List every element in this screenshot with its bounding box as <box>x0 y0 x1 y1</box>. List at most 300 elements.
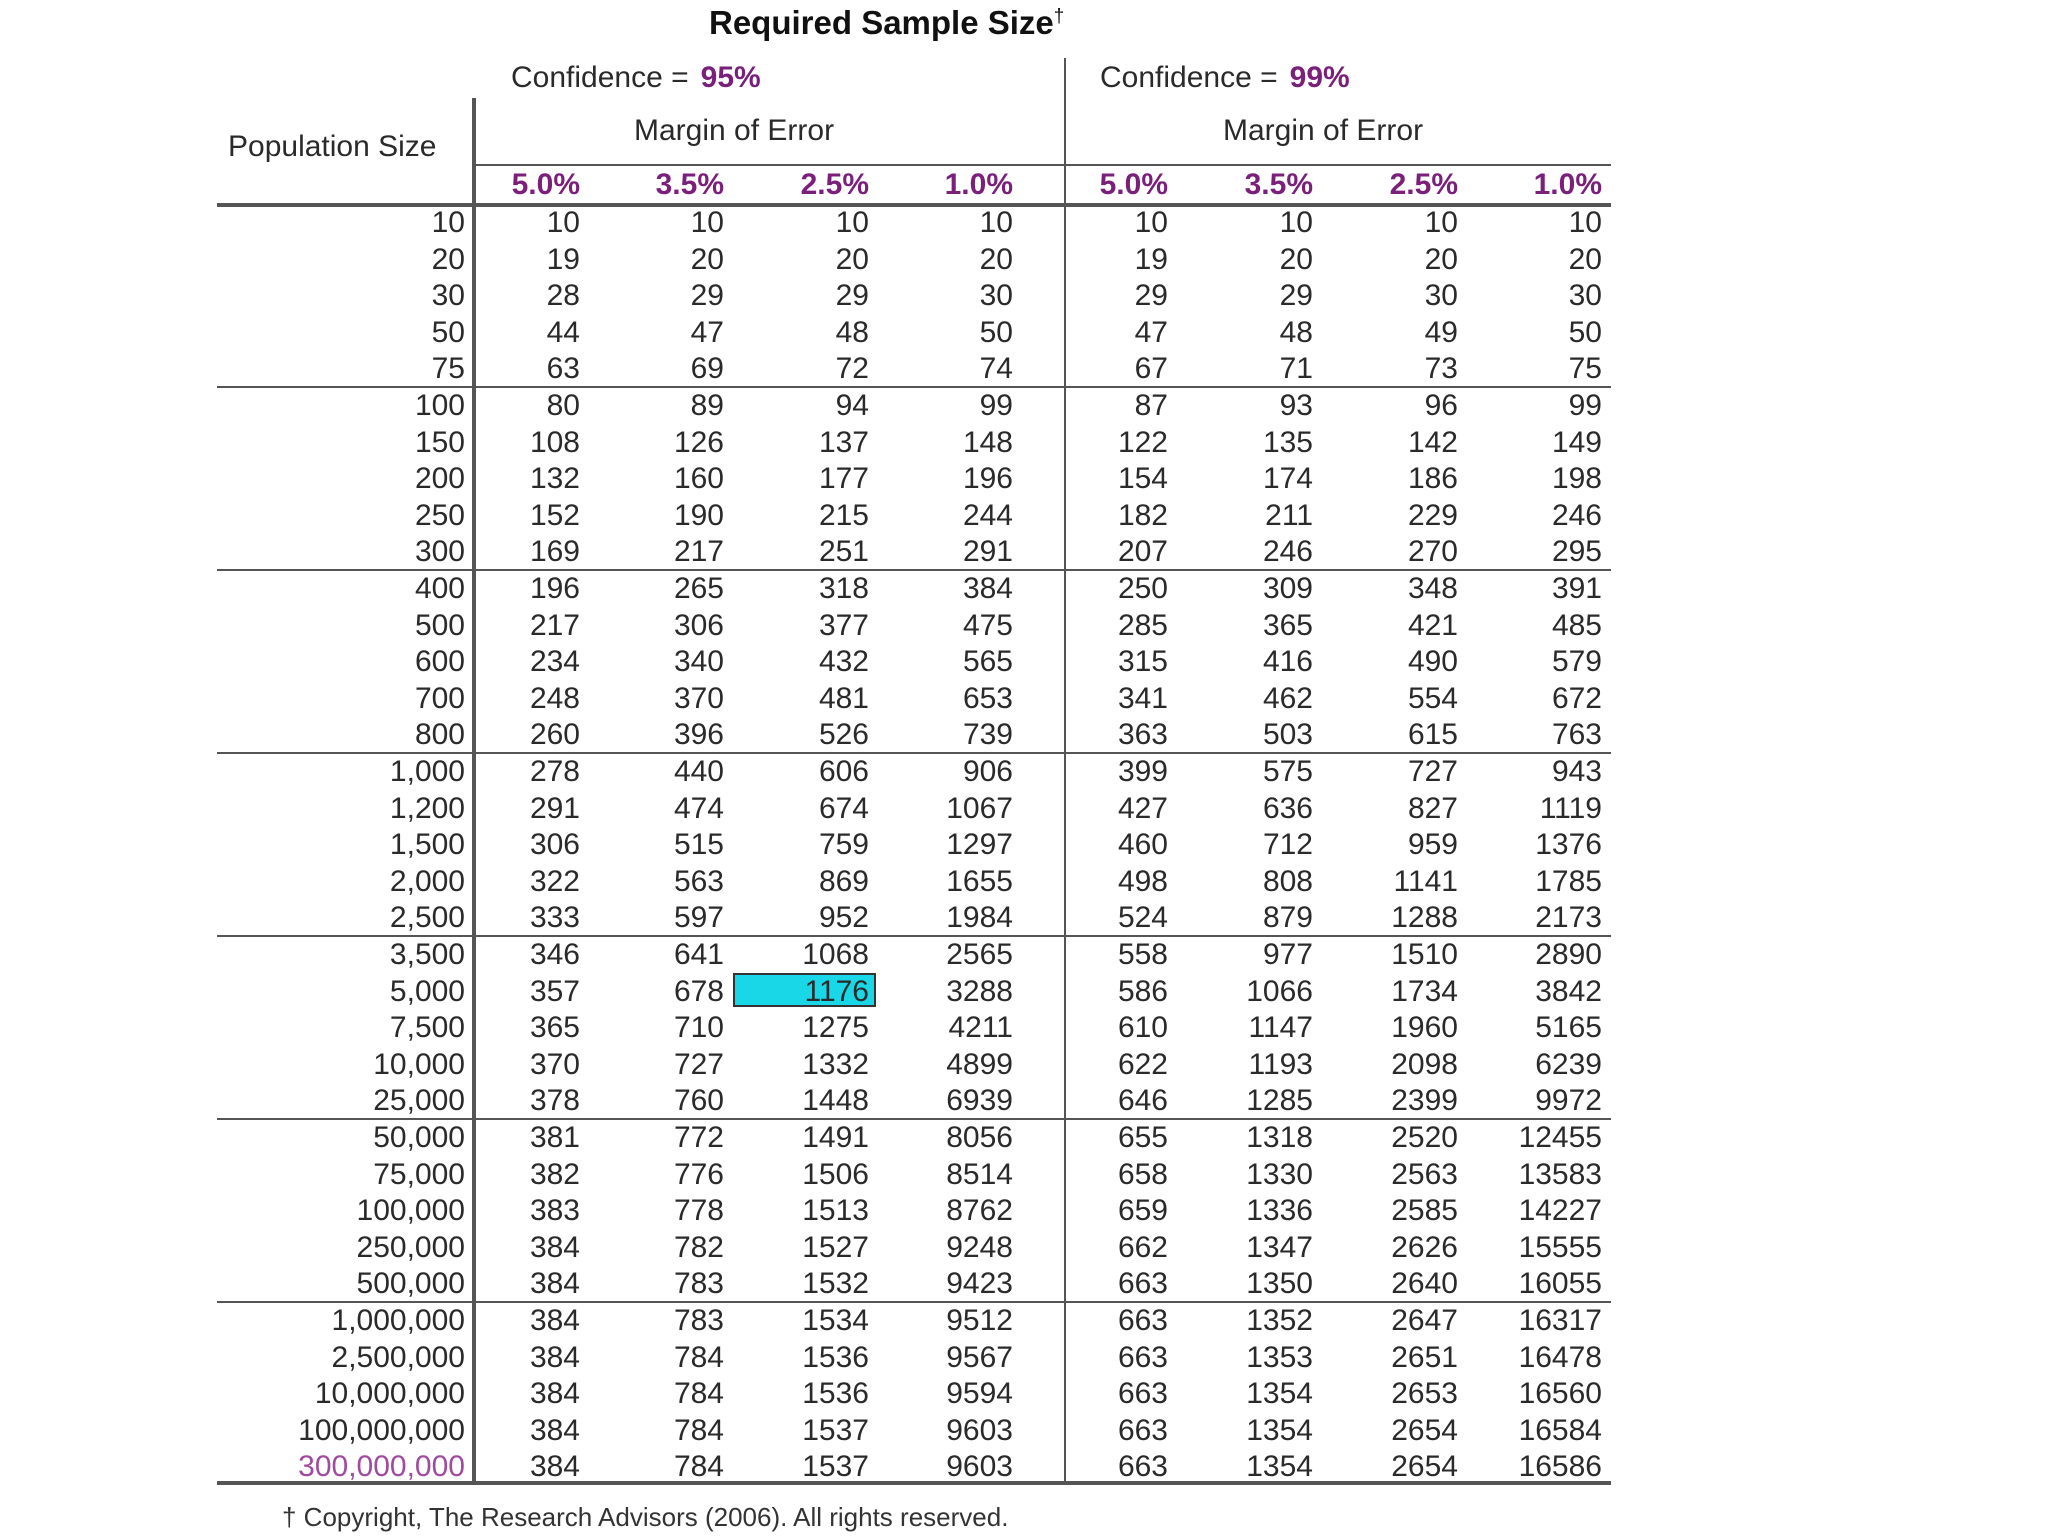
sample-size-cell: 2653 <box>1391 1377 1458 1411</box>
sample-size-cell: 285 <box>1117 608 1168 642</box>
sample-size-cell: 498 <box>1117 864 1168 898</box>
sample-size-cell: 378 <box>529 1084 580 1118</box>
sample-size-cell: 29 <box>1279 279 1313 313</box>
sample-size-cell: 381 <box>529 1121 580 1154</box>
sample-size-cell: 16478 <box>1518 1340 1602 1374</box>
sample-size-cell: 2654 <box>1391 1450 1458 1484</box>
sample-size-cell: 1354 <box>1246 1450 1313 1484</box>
sample-size-cell: 248 <box>529 681 580 715</box>
sample-size-cell: 1353 <box>1246 1340 1313 1374</box>
sample-size-cell: 29 <box>1134 279 1168 313</box>
sample-size-cell: 10 <box>690 206 724 239</box>
sample-size-cell: 579 <box>1551 645 1602 679</box>
sample-size-cell: 462 <box>1262 681 1313 715</box>
sample-size-cell: 563 <box>673 864 724 898</box>
sample-size-cell: 4899 <box>946 1047 1013 1081</box>
confidence-95-label: Confidence = 95% <box>511 61 761 94</box>
population-size-cell: 1,200 <box>389 791 465 825</box>
sample-size-cell: 154 <box>1117 462 1168 496</box>
sample-size-cell: 526 <box>818 718 869 752</box>
sample-size-cell: 558 <box>1117 938 1168 971</box>
sample-size-cell: 357 <box>529 974 580 1008</box>
sample-size-cell: 759 <box>818 828 869 862</box>
sample-size-cell: 1537 <box>802 1450 869 1484</box>
sample-size-cell: 315 <box>1117 645 1168 679</box>
sample-size-cell: 260 <box>529 718 580 752</box>
sample-size-cell: 8056 <box>946 1121 1013 1154</box>
population-size-cell: 700 <box>414 681 465 715</box>
sample-size-cell: 10 <box>1279 206 1313 239</box>
sample-size-cell: 1354 <box>1246 1377 1313 1411</box>
sample-size-cell: 783 <box>673 1267 724 1301</box>
sample-size-cell: 63 <box>546 352 580 386</box>
sample-size-cell: 662 <box>1117 1230 1168 1264</box>
sample-size-cell: 72 <box>835 352 869 386</box>
sample-size-cell: 879 <box>1262 901 1313 935</box>
sample-size-cell: 1510 <box>1391 938 1458 971</box>
sample-size-cell: 250 <box>1117 572 1168 605</box>
sample-size-cell: 6939 <box>946 1084 1013 1118</box>
sample-size-cell: 4211 <box>948 1011 1013 1045</box>
sample-size-cell: 71 <box>1279 352 1313 386</box>
sample-size-cell: 772 <box>673 1121 724 1154</box>
sample-size-cell: 2563 <box>1391 1157 1458 1191</box>
sample-size-cell: 126 <box>673 425 724 459</box>
sample-size-cell: 399 <box>1117 755 1168 788</box>
sample-size-cell: 2565 <box>946 938 1013 971</box>
sample-size-cell: 1332 <box>802 1047 869 1081</box>
sample-size-cell: 659 <box>1117 1194 1168 1228</box>
sample-size-cell: 674 <box>818 791 869 825</box>
sample-size-cell: 782 <box>673 1230 724 1264</box>
sample-size-cell: 217 <box>529 608 580 642</box>
sample-size-cell: 1147 <box>1248 1011 1313 1045</box>
sample-size-cell: 9594 <box>946 1377 1013 1411</box>
sample-size-cell: 727 <box>1407 755 1458 788</box>
sample-size-cell: 322 <box>529 864 580 898</box>
population-size-cell: 500 <box>414 608 465 642</box>
sample-size-cell: 20 <box>1279 242 1313 276</box>
sample-size-cell: 622 <box>1117 1047 1168 1081</box>
sample-size-cell: 952 <box>818 901 869 935</box>
sample-size-cell: 93 <box>1279 389 1313 422</box>
sample-size-cell: 291 <box>529 791 580 825</box>
sample-size-cell: 174 <box>1262 462 1313 496</box>
sample-size-cell: 784 <box>673 1413 724 1447</box>
population-size-cell: 800 <box>414 718 465 752</box>
sample-size-cell: 186 <box>1407 462 1458 496</box>
sample-size-cell: 49 <box>1424 315 1458 349</box>
sample-size-cell: 727 <box>673 1047 724 1081</box>
population-size-cell: 7,500 <box>389 1011 465 1045</box>
sample-size-cell: 306 <box>529 828 580 862</box>
population-size-cell: 75,000 <box>373 1157 465 1191</box>
sample-size-cell: 182 <box>1117 498 1168 532</box>
sample-size-cell: 783 <box>673 1304 724 1337</box>
sample-size-cell: 20 <box>1568 242 1602 276</box>
sample-size-cell: 8514 <box>946 1157 1013 1191</box>
sample-size-cell: 503 <box>1262 718 1313 752</box>
sample-size-cell: 1288 <box>1391 901 1458 935</box>
sample-size-cell: 524 <box>1117 901 1168 935</box>
sample-size-cell: 148 <box>962 425 1013 459</box>
sample-size-cell: 9423 <box>946 1267 1013 1301</box>
sample-size-cell: 318 <box>818 572 869 605</box>
sample-size-cell: 10 <box>979 206 1013 239</box>
sample-size-cell: 251 <box>818 535 869 569</box>
sample-size-cell: 384 <box>529 1267 580 1301</box>
sample-size-cell: 2654 <box>1391 1413 1458 1447</box>
sample-size-cell: 959 <box>1407 828 1458 862</box>
sample-size-cell: 30 <box>1424 279 1458 313</box>
sample-size-cell: 190 <box>673 498 724 532</box>
sample-size-cell: 160 <box>673 462 724 496</box>
sample-size-cell: 1354 <box>1246 1413 1313 1447</box>
sample-size-cell: 14227 <box>1518 1194 1602 1228</box>
sample-size-cell: 641 <box>673 938 724 971</box>
sample-size-cell: 1534 <box>802 1304 869 1337</box>
sample-size-cell: 108 <box>529 425 580 459</box>
sample-size-cell: 384 <box>529 1450 580 1484</box>
population-size-cell: 10,000,000 <box>314 1377 465 1411</box>
sample-size-cell: 1532 <box>802 1267 869 1301</box>
sample-size-cell: 13583 <box>1518 1157 1602 1191</box>
sample-size-cell: 427 <box>1117 791 1168 825</box>
sample-size-cell: 89 <box>690 389 724 422</box>
sample-size-cell: 363 <box>1117 718 1168 752</box>
sample-size-cell: 1347 <box>1246 1230 1313 1264</box>
sample-size-cell: 265 <box>673 572 724 605</box>
sample-size-cell: 177 <box>818 462 869 496</box>
population-size-cell: 250 <box>414 498 465 532</box>
sample-size-cell: 6239 <box>1535 1047 1602 1081</box>
sample-size-cell: 1067 <box>946 791 1013 825</box>
population-size-cell: 2,500 <box>389 901 465 935</box>
population-size-cell: 25,000 <box>373 1084 465 1118</box>
population-size-cell: 100,000 <box>356 1194 465 1228</box>
sample-size-cell: 20 <box>835 242 869 276</box>
sample-size-cell: 341 <box>1117 681 1168 715</box>
moe-column-header: 2.5% <box>800 168 869 201</box>
sample-size-cell: 1984 <box>946 901 1013 935</box>
population-size-cell: 2,500,000 <box>331 1340 465 1374</box>
sample-size-cell: 432 <box>818 645 869 679</box>
sample-size-cell: 295 <box>1551 535 1602 569</box>
sample-size-cell: 333 <box>529 901 580 935</box>
population-size-cell: 50,000 <box>373 1121 465 1154</box>
sample-size-cell: 9603 <box>946 1450 1013 1484</box>
sample-size-cell: 3288 <box>946 974 1013 1008</box>
sample-size-cell: 20 <box>1424 242 1458 276</box>
sample-size-cell: 29 <box>835 279 869 313</box>
sample-size-cell: 215 <box>818 498 869 532</box>
sample-size-cell: 48 <box>835 315 869 349</box>
sample-size-cell: 8762 <box>946 1194 1013 1228</box>
sample-size-cell: 475 <box>962 608 1013 642</box>
sample-size-cell: 370 <box>673 681 724 715</box>
sample-size-cell: 1350 <box>1246 1267 1313 1301</box>
sample-size-cell: 75 <box>1568 352 1602 386</box>
sample-size-cell: 421 <box>1407 608 1458 642</box>
sample-size-cell: 30 <box>979 279 1013 313</box>
sample-size-cell: 416 <box>1262 645 1313 679</box>
sample-size-cell: 586 <box>1117 974 1168 1008</box>
sample-size-cell: 2173 <box>1535 901 1602 935</box>
sample-size-cell: 1536 <box>802 1340 869 1374</box>
sample-size-cell: 382 <box>529 1157 580 1191</box>
sample-size-cell: 977 <box>1262 938 1313 971</box>
sample-size-cell: 10 <box>1134 206 1168 239</box>
sample-size-cell: 655 <box>1117 1121 1168 1154</box>
population-size-cell: 500,000 <box>356 1267 465 1301</box>
sample-size-cell: 196 <box>529 572 580 605</box>
sample-size-cell: 1527 <box>802 1230 869 1264</box>
sample-size-cell: 1785 <box>1535 864 1602 898</box>
sample-size-cell: 270 <box>1407 535 1458 569</box>
population-size-cell: 50 <box>431 315 465 349</box>
sample-size-cell: 365 <box>529 1011 580 1045</box>
sample-size-cell: 2626 <box>1391 1230 1458 1264</box>
population-size-cell: 300,000,000 <box>298 1450 465 1484</box>
sample-size-cell: 1176 <box>804 974 869 1008</box>
population-size-cell: 10,000 <box>373 1047 465 1081</box>
sample-size-cell: 460 <box>1117 828 1168 862</box>
sample-size-cell: 346 <box>529 938 580 971</box>
sample-size-cell: 636 <box>1262 791 1313 825</box>
sample-size-cell: 474 <box>673 791 724 825</box>
sample-size-cell: 16584 <box>1518 1413 1602 1447</box>
sample-size-cell: 1330 <box>1246 1157 1313 1191</box>
sample-size-cell: 196 <box>962 462 1013 496</box>
sample-size-cell: 9512 <box>946 1304 1013 1337</box>
sample-size-cell: 74 <box>979 352 1013 386</box>
sample-size-cell: 122 <box>1117 425 1168 459</box>
sample-size-cell: 384 <box>529 1413 580 1447</box>
population-size-cell: 100,000,000 <box>298 1413 465 1447</box>
sample-size-cell: 149 <box>1551 425 1602 459</box>
sample-size-cell: 1297 <box>946 828 1013 862</box>
sample-size-cell: 663 <box>1117 1450 1168 1484</box>
sample-size-cell: 19 <box>1134 242 1168 276</box>
sample-size-cell: 132 <box>529 462 580 496</box>
sample-size-cell: 10 <box>835 206 869 239</box>
moe-column-header: 1.0% <box>944 168 1013 201</box>
sample-size-cell: 1960 <box>1391 1011 1458 1045</box>
population-size-cell: 600 <box>414 645 465 679</box>
sample-size-cell: 396 <box>673 718 724 752</box>
sample-size-cell: 383 <box>529 1194 580 1228</box>
sample-size-cell: 370 <box>529 1047 580 1081</box>
sample-size-cell: 663 <box>1117 1304 1168 1337</box>
sample-size-cell: 207 <box>1117 535 1168 569</box>
population-size-header: Population Size <box>228 130 437 163</box>
sample-size-cell: 712 <box>1262 828 1313 862</box>
sample-size-cell: 808 <box>1262 864 1313 898</box>
moe-column-header: 5.0% <box>511 168 580 201</box>
sample-size-cell: 663 <box>1117 1377 1168 1411</box>
sample-size-cell: 646 <box>1117 1084 1168 1118</box>
sample-size-cell: 309 <box>1262 572 1313 605</box>
sample-size-cell: 377 <box>818 608 869 642</box>
population-size-cell: 250,000 <box>356 1230 465 1264</box>
sample-size-cell: 306 <box>673 608 724 642</box>
population-size-cell: 300 <box>414 535 465 569</box>
sample-size-cell: 906 <box>962 755 1013 788</box>
sample-size-cell: 234 <box>529 645 580 679</box>
margin-of-error-95-label: Margin of Error <box>634 114 835 147</box>
sample-size-cell: 1193 <box>1248 1047 1313 1081</box>
sample-size-cell: 142 <box>1407 425 1458 459</box>
sample-size-cell: 348 <box>1407 572 1458 605</box>
sample-size-cell: 47 <box>690 315 724 349</box>
sample-size-cell: 47 <box>1134 315 1168 349</box>
population-size-cell: 10 <box>431 206 465 239</box>
sample-size-cell: 340 <box>673 645 724 679</box>
sample-size-cell: 778 <box>673 1194 724 1228</box>
sample-size-cell: 554 <box>1407 681 1458 715</box>
sample-size-cell: 384 <box>529 1377 580 1411</box>
population-size-cell: 1,500 <box>389 828 465 862</box>
sample-size-cell: 69 <box>690 352 724 386</box>
population-size-cell: 2,000 <box>389 864 465 898</box>
sample-size-cell: 663 <box>1117 1413 1168 1447</box>
sample-size-cell: 1513 <box>802 1194 869 1228</box>
sample-size-cell: 1336 <box>1246 1194 1313 1228</box>
sample-size-cell: 1448 <box>802 1084 869 1118</box>
sample-size-cell: 99 <box>979 389 1013 422</box>
sample-size-cell: 658 <box>1117 1157 1168 1191</box>
sample-size-cell: 96 <box>1424 389 1458 422</box>
copyright-footer: † Copyright, The Research Advisors (2006). All rights reserved. <box>282 1502 1009 1532</box>
sample-size-cell: 73 <box>1424 352 1458 386</box>
sample-size-cell: 440 <box>673 755 724 788</box>
population-size-cell: 1,000,000 <box>331 1304 465 1337</box>
sample-size-cell: 16560 <box>1518 1377 1602 1411</box>
sample-size-cell: 575 <box>1262 755 1313 788</box>
sample-size-cell: 15555 <box>1518 1230 1602 1264</box>
sample-size-cell: 16586 <box>1518 1450 1602 1484</box>
sample-size-cell: 784 <box>673 1377 724 1411</box>
sample-size-cell: 244 <box>962 498 1013 532</box>
sample-size-cell: 1119 <box>1539 791 1602 825</box>
sample-size-cell: 20 <box>690 242 724 276</box>
sample-size-cell: 12455 <box>1518 1121 1602 1154</box>
sample-size-cell: 1275 <box>802 1011 869 1045</box>
moe-column-header: 3.5% <box>655 168 724 201</box>
sample-size-cell: 99 <box>1568 389 1602 422</box>
sample-size-cell: 19 <box>546 242 580 276</box>
sample-size-cell: 20 <box>979 242 1013 276</box>
sample-size-cell: 44 <box>546 315 580 349</box>
population-size-cell: 1,000 <box>389 755 465 788</box>
sample-size-cell: 565 <box>962 645 1013 679</box>
sample-size-cell: 869 <box>818 864 869 898</box>
sample-size-cell: 2890 <box>1535 938 1602 971</box>
sample-size-cell: 384 <box>529 1340 580 1374</box>
sample-size-cell: 1734 <box>1391 974 1458 1008</box>
sample-size-cell: 739 <box>962 718 1013 752</box>
sample-size-cell: 485 <box>1551 608 1602 642</box>
sample-size-cell: 672 <box>1551 681 1602 715</box>
population-size-cell: 200 <box>414 462 465 496</box>
sample-size-cell: 10 <box>546 206 580 239</box>
sample-size-cell: 10 <box>1424 206 1458 239</box>
sample-size-cell: 653 <box>962 681 1013 715</box>
sample-size-cell: 2399 <box>1391 1084 1458 1118</box>
sample-size-cell: 9603 <box>946 1413 1013 1447</box>
sample-size-cell: 50 <box>979 315 1013 349</box>
sample-size-cell: 1376 <box>1535 828 1602 862</box>
sample-size-cell: 678 <box>673 974 724 1008</box>
population-size-cell: 75 <box>431 352 465 386</box>
sample-size-cell: 365 <box>1262 608 1313 642</box>
sample-size-cell: 94 <box>835 389 869 422</box>
confidence-99-label: Confidence = 99% <box>1100 61 1350 94</box>
sample-size-cell: 490 <box>1407 645 1458 679</box>
sample-size-cell: 597 <box>673 901 724 935</box>
sample-size-cell: 278 <box>529 755 580 788</box>
sample-size-cell: 198 <box>1551 462 1602 496</box>
sample-size-cell: 16317 <box>1518 1304 1602 1337</box>
sample-size-cell: 1506 <box>802 1157 869 1191</box>
sample-size-cell: 246 <box>1551 498 1602 532</box>
sample-size-cell: 1285 <box>1246 1084 1313 1118</box>
sample-size-cell: 28 <box>546 279 580 313</box>
sample-size-cell: 663 <box>1117 1267 1168 1301</box>
sample-size-cell: 217 <box>673 535 724 569</box>
sample-size-cell: 9972 <box>1535 1084 1602 1118</box>
sample-size-cell: 291 <box>962 535 1013 569</box>
sample-size-cell: 135 <box>1262 425 1313 459</box>
sample-size-cell: 481 <box>818 681 869 715</box>
table-title: Required Sample Size† <box>709 4 1065 41</box>
population-size-cell: 20 <box>431 242 465 276</box>
sample-size-cell: 515 <box>673 828 724 862</box>
sample-size-cell: 384 <box>962 572 1013 605</box>
sample-size-cell: 1066 <box>1246 974 1313 1008</box>
sample-size-cell: 776 <box>673 1157 724 1191</box>
sample-size-cell: 3842 <box>1535 974 1602 1008</box>
sample-size-cell: 229 <box>1407 498 1458 532</box>
sample-size-cell: 663 <box>1117 1340 1168 1374</box>
sample-size-cell: 50 <box>1568 315 1602 349</box>
sample-size-cell: 391 <box>1551 572 1602 605</box>
population-size-cell: 100 <box>414 389 465 422</box>
population-size-cell: 150 <box>414 425 465 459</box>
sample-size-cell: 10 <box>1568 206 1602 239</box>
sample-size-cell: 169 <box>529 535 580 569</box>
moe-column-header: 1.0% <box>1533 168 1602 201</box>
sample-size-cell: 137 <box>818 425 869 459</box>
population-size-cell: 5,000 <box>389 974 465 1008</box>
sample-size-cell: 5165 <box>1535 1011 1602 1045</box>
sample-size-cell: 606 <box>818 755 869 788</box>
sample-size-cell: 1655 <box>946 864 1013 898</box>
sample-size-cell: 9248 <box>946 1230 1013 1264</box>
moe-column-header: 5.0% <box>1099 168 1168 201</box>
sample-size-cell: 760 <box>673 1084 724 1118</box>
sample-size-cell: 2520 <box>1391 1121 1458 1154</box>
sample-size-cell: 763 <box>1551 718 1602 752</box>
moe-column-header: 2.5% <box>1389 168 1458 201</box>
sample-size-cell: 784 <box>673 1450 724 1484</box>
sample-size-cell: 384 <box>529 1304 580 1337</box>
population-size-cell: 30 <box>431 279 465 313</box>
sample-size-cell: 2640 <box>1391 1267 1458 1301</box>
sample-size-cell: 246 <box>1262 535 1313 569</box>
sample-size-cell: 211 <box>1265 498 1313 532</box>
sample-size-cell: 710 <box>673 1011 724 1045</box>
